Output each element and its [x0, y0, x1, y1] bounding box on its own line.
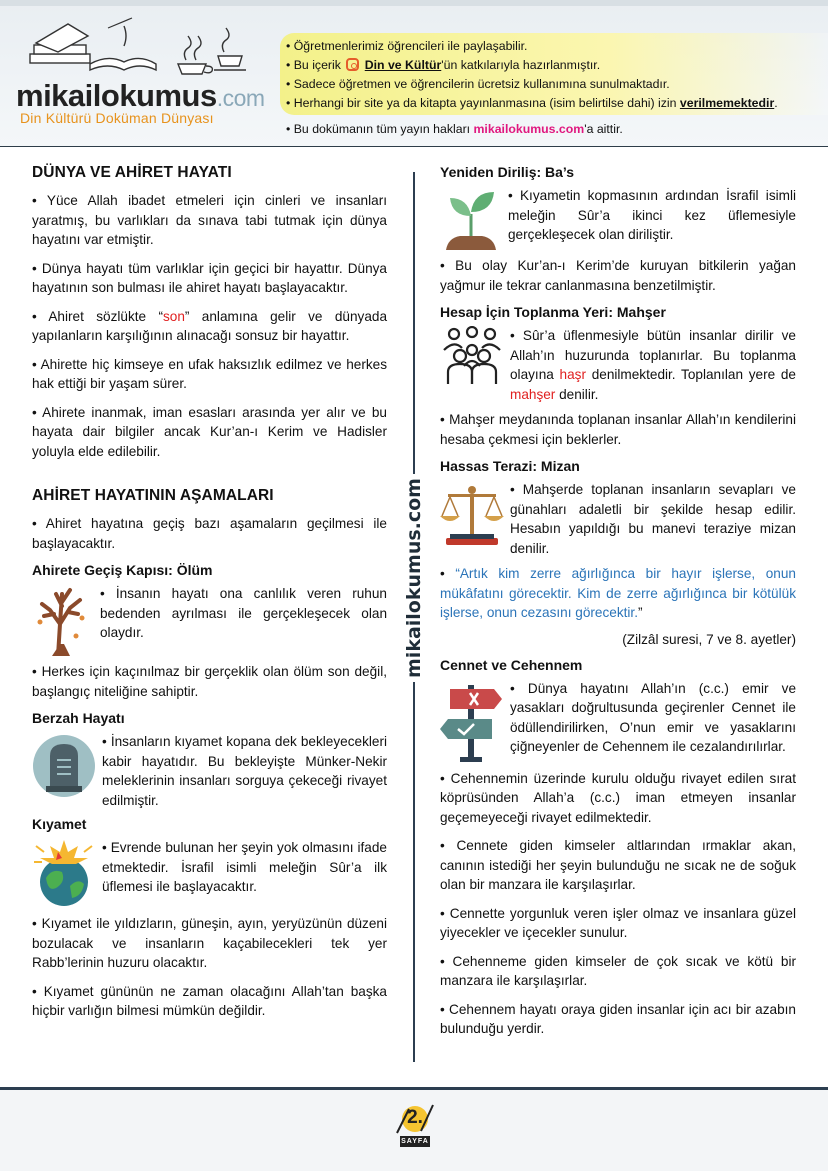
header-stripe — [0, 0, 828, 6]
header-divider — [0, 146, 828, 147]
notice-line-2 — [286, 56, 828, 75]
bullet: • — [440, 566, 456, 581]
sprout-icon — [440, 186, 502, 250]
subtitle-cennet-cehennem: Cennet ve Cehennem — [440, 656, 583, 673]
kiyamet-block — [32, 838, 387, 908]
ayet-text: “Artık kim zerre ağırlığınca bir hayır işlerse, onun mükâfatını görecektir. Kim de zerre ağırlığınca bir kötülük işlerse, onun cezasını görecektir. — [440, 566, 796, 620]
paragraph: • Kıyamet gününün ne zaman olacağını Allah’tan başka hiçbir varlığın bilmesi mümkün değildir. — [32, 983, 387, 1018]
subtitle-berzah: Berzah Hayatı — [32, 710, 125, 726]
paragraph: • Ahiret hayatına geçiş bazı aşamaların geçilmesi ile başlayacaktır. — [32, 516, 387, 551]
vertical-brand — [396, 478, 432, 678]
scale-balance-icon — [440, 480, 504, 546]
signpost-icon — [440, 679, 504, 763]
books-and-tea-illustration — [28, 16, 248, 76]
mizan-block — [440, 480, 796, 558]
paragraph: • Evrende bulunan her şeyin yok olmasını ifade etmektedir. İsrafil isimli meleğin Sûr’a ilk üflemesi ile başlayacaktır. — [102, 840, 387, 894]
berzah-block — [32, 732, 387, 810]
subtitle-mahser: Hesap İçin Toplanma Yeri: Mahşer — [440, 304, 666, 320]
section-title-dunya-ahiret: DÜNYA VE AHİRET HAYATI — [32, 164, 232, 181]
paragraph: • Cennete giden kimseler altlarından ırmaklar akan, canının istediği her şeyin bulunduğu ne sıcak ne de soğuk olan bir manzara ile karşılaşırlar. — [440, 838, 796, 892]
site-logo[interactable] — [16, 78, 265, 114]
verilmemektedir-text: verilmemektedir — [679, 96, 775, 110]
paragraph: • Kıyametin kopmasının ardından İsrafil isimli meleğin Sûr’a ikinci kez üflemesiyle gerçekleşecek olan diriliştir. — [508, 188, 796, 242]
notice-bullet: • — [286, 58, 291, 72]
ayet-close-quote: ” — [637, 605, 643, 620]
paragraph: • Herkes için kaçınılmaz bir gerçeklik olan ölüm son değil, başlangıç niteliğine sahiptir. — [32, 664, 387, 699]
olum-block — [32, 584, 387, 656]
text: • Ahiret sözlükte “ — [32, 308, 163, 324]
ayet-citation: (Zilzâl suresi, 7 ve 8. ayetler) — [622, 631, 796, 647]
paragraph-mahser — [510, 326, 796, 404]
logo-main: mikailokumus — [16, 78, 217, 113]
vertical-brand-text: mikailokumus.com — [403, 474, 425, 682]
section-title-asamalar: AHİRET HAYATININ AŞAMALARI — [32, 487, 274, 504]
notice-bullet: • — [286, 39, 291, 53]
paragraph-ahiret-definition — [32, 307, 387, 346]
logo-suffix: .com — [216, 85, 265, 111]
notice-text: Herhangi bir site ya da kitapta yayınlanmasına (isim belirtilse dahi) izin — [293, 96, 680, 110]
subtitle-olum: Ahirete Geçiş Kapısı: Ölüm — [32, 562, 213, 578]
rights-text: Bu dokümanın tüm yayın hakları — [293, 122, 474, 136]
paragraph: • Mahşerde toplanan insanların sevapları ve günahları adaletli bir şekilde hesap edilir. Hesabın yapıldığı bu manevi teraziye mizan denilir. — [510, 482, 796, 556]
rights-site-link[interactable]: mikailokumus.com — [473, 122, 585, 136]
din-ve-kultur-link[interactable]: Din ve Kültür — [364, 58, 442, 72]
paragraph: • Cennette yorgunluk veren işler olmaz ve insanlara güzel yiyecekler ve içecekler sunulur. — [440, 905, 796, 940]
highlight-son: son — [163, 308, 185, 324]
text: • Sûr’a üflenmesiyle bütün insanlar dirilir ve Allah’ın huzurunda toplanırlar. Bu toplanma olayına — [510, 328, 796, 382]
highlight-mahser: mahşer — [510, 386, 556, 402]
paragraph: • Yüce Allah ibadet etmeleri için cinleri ve insanları yaratmış, bu varlıkları da sınava tabi tutmak için dünya hayatını var etmiştir. — [32, 193, 387, 247]
page-header — [0, 0, 828, 147]
ayet-quote — [440, 564, 796, 623]
instagram-icon — [346, 58, 359, 71]
paragraph: • Mahşer meydanında toplanan insanlar Allah’ın kendilerini hesaba çekmesi için beklerler. — [440, 412, 796, 447]
paragraph: • Cehenneme giden kimseler de çok sıcak ve kötü bir manzara ile karşılaşırlar. — [440, 953, 796, 988]
highlight-hasr: haşr — [559, 367, 586, 382]
notice-bullet: • — [286, 96, 291, 110]
notice-line-1 — [286, 37, 828, 56]
right-column — [440, 160, 796, 1048]
text: ” anlamına gelir ve dünyada yapılanların karşılığının alınacağı sonsuz bir hayattır. — [32, 308, 388, 343]
subtitle-dirilis: Yeniden Diriliş: Ba’s — [440, 164, 575, 180]
rights-text: 'a aittir. — [584, 122, 623, 136]
mahser-block — [440, 326, 796, 404]
crowd-people-icon — [440, 326, 504, 384]
page-number: 2. — [407, 1107, 423, 1128]
dead-tree-icon — [32, 584, 94, 656]
text: denilir. — [555, 386, 599, 402]
paragraph: • Cehennemin üzerinde kurulu olduğu rivayet edilen sırat köprüsünden Allah’a (c.c.) iman etmeyen insanlar geçemeyeceği rivayet edilmektedir. — [440, 770, 796, 825]
paragraph: • Ahirette hiç kimseye en ufak haksızlık edilmez ve herkes hak ettiği bir yaşam sürer. — [32, 356, 387, 391]
paragraph: • Kıyamet ile yıldızların, güneşin, ayın, yeryüzünün düzeni bozulacak ve insanların kaçabilecekleri tek yer Rabb’lerinin huzuru olacaktır. — [32, 916, 387, 970]
notice-bullet: • — [286, 77, 291, 91]
logo-tagline: Din Kültürü Doküman Dünyası — [20, 110, 214, 126]
subtitle-mizan: Hassas Terazi: Mizan — [440, 458, 580, 474]
paragraph: • İnsanın hayatı ona canlılık veren ruhun bedenden ayrılması ile gerçekleşecek olan olaydır. — [100, 586, 387, 640]
page-word: SAYFA — [401, 1138, 429, 1145]
notice-text: Sadece öğretmen ve öğrencilerin ücretsiz kullanımına sunulmaktadır. — [293, 77, 670, 91]
earth-explosion-icon — [32, 838, 96, 908]
copyright-notice — [286, 122, 623, 136]
notice-line-3 — [286, 75, 828, 94]
tombstone-icon — [32, 732, 96, 800]
notice-box — [280, 33, 828, 115]
dirilis-block — [440, 186, 796, 250]
left-column — [32, 160, 387, 1030]
paragraph: • İnsanların kıyamet kopana dek bekleyecekleri kabir hayatıdır. Bu bekleyişte Münker-Nekir meleklerinin insanları sorguya çekeceği rivayet edilmiştir. — [102, 734, 387, 808]
text: denilmektedir. Toplanılan yere de — [586, 367, 796, 382]
notice-text: . — [774, 96, 778, 110]
notice-line-4 — [286, 94, 828, 113]
cennet-block — [440, 679, 796, 763]
page-number-badge — [387, 1103, 443, 1151]
notice-bullet: • — [286, 122, 291, 136]
subtitle-kiyamet: Kıyamet — [32, 816, 87, 832]
paragraph: • Ahirete inanmak, iman esasları arasında yer alır ve bu hayata dair bilgiler ancak Kur’an-ı Kerim ve Hadisler yoluyla elde edilebilir. — [32, 404, 387, 459]
paragraph: • Dünya hayatı tüm varlıklar için geçici bir hayattır. Dünya hayatının son bulması ile ahiret hayatı başlayacaktır. — [32, 260, 387, 295]
paragraph: • Dünya hayatını Allah’ın (c.c.) emir ve yasakları doğrultusunda geçirenler Cennet ile ödüllendirilirken, O’nun emir ve yasaklarını çiğneyenler de Cehennem ile cezalandırılırlar. — [510, 680, 796, 754]
notice-text: Öğretmenlerimiz öğrencileri ile paylaşabilir. — [293, 39, 528, 53]
paragraph: • Bu olay Kur’an-ı Kerim’de kuruyan bitkilerin yağan yağmur ile tekrar canlanmasına benzetilmiştir. — [440, 258, 796, 293]
notice-text: 'ün katkılarıyla hazırlanmıştır. — [441, 58, 601, 72]
paragraph: • Cehennem hayatı oraya giden insanlar için acı bir azabın bulunduğu yerdir. — [440, 1001, 796, 1036]
notice-text: Bu içerik — [293, 58, 345, 72]
